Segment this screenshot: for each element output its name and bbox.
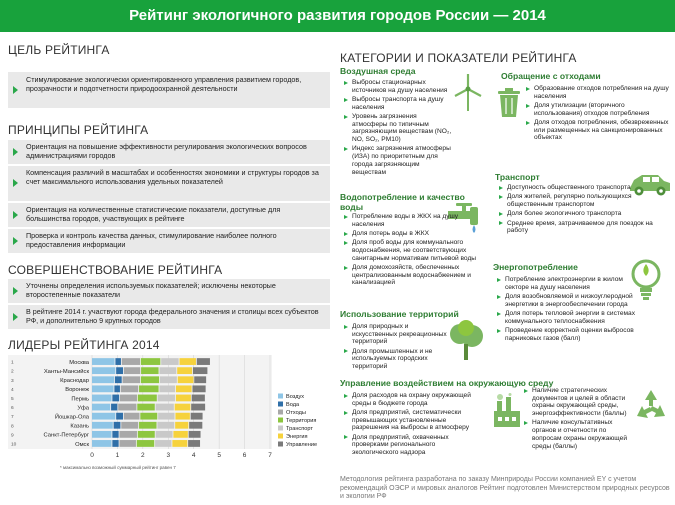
improvement-text: Уточнены определения используемых показателей; исключены некоторые второстепенные показатели	[26, 281, 276, 299]
rank-label: 10	[11, 442, 17, 448]
city-label: Санкт-Петербург	[43, 432, 89, 439]
bar-segment	[175, 413, 189, 420]
principles-heading: ПРИНЦИПЫ РЕЙТИНГА	[8, 123, 149, 137]
list-item: Доля жителей, регулярно пользующихся общественным транспортом	[499, 193, 669, 208]
page-title: Рейтинг экологичного развития городов России — 2014	[0, 0, 675, 32]
energy-category-title: Энергопотребление	[493, 262, 578, 272]
goal-text: Стимулирование экологически ориентированного управления развитием городов, прозрачности и подотчетности природоохранной деятельности	[26, 75, 302, 93]
x-tick-label: 1	[115, 452, 120, 459]
bar-segment	[192, 385, 205, 392]
arrow-icon	[13, 313, 18, 321]
rank-label: 6	[11, 406, 14, 412]
bar-segment	[159, 385, 175, 392]
bar-segment	[141, 376, 159, 383]
city-label: Уфа	[77, 405, 89, 412]
list-item: Доступность общественного транспорта	[499, 184, 669, 192]
bar-segment	[92, 404, 110, 411]
bar-segment	[193, 367, 207, 374]
list-item: Индекс загрязнения атмосферы (ИЗА) по приоритетным для города загрязняющим веществам	[344, 145, 454, 176]
principle-box-4	[8, 229, 330, 253]
waste-category-title: Обращение с отходами	[501, 71, 601, 81]
bar-segment	[115, 358, 121, 365]
bar-segment	[138, 431, 155, 438]
bar-segment	[192, 395, 205, 402]
goal-box	[8, 72, 330, 108]
x-tick-label: 7	[268, 452, 272, 459]
principle-text: Проверка и контроль качества данных, стимулирование наиболее полного предоставления информации	[26, 231, 277, 249]
list-item: Среднее время, затрачиваемое для поездок на работу	[499, 220, 669, 235]
rank-label: 5	[11, 396, 14, 402]
improvement-heading: СОВЕРШЕНСТВОВАНИЕ РЕЙТИНГА	[8, 263, 223, 277]
legend-swatch	[278, 442, 283, 447]
principle-box-1	[8, 140, 330, 164]
list-item: Доля домохозяйств, обеспеченных централизованным водоснабжением и канализацией	[344, 264, 492, 287]
principle-box-2	[8, 166, 330, 201]
transport-category-title: Транспорт	[495, 172, 540, 182]
principle-text: Ориентация на количественные статистические показатели, доступные для большинства городов, участвующих в рейтинге	[26, 205, 281, 223]
bar-segment	[119, 440, 135, 447]
list-item: Доля предприятий, систематически превышающих установленные разрешения на выбросы в атмосферу	[344, 409, 482, 432]
city-label: Йошкар-Ола	[54, 414, 89, 421]
x-tick-label: 5	[217, 452, 221, 459]
bar-segment	[161, 358, 179, 365]
bar-segment	[92, 376, 114, 383]
bar-segment	[160, 376, 177, 383]
rank-label: 9	[11, 433, 14, 439]
bar-segment	[111, 404, 117, 411]
bar-segment	[122, 358, 140, 365]
bar-segment	[159, 367, 176, 374]
city-label: Москва	[69, 359, 89, 366]
bar-segment	[124, 413, 140, 420]
factory-icon	[492, 393, 522, 434]
bar-segment	[156, 431, 173, 438]
bar-segment	[175, 422, 188, 429]
bar-segment	[92, 431, 112, 438]
legend-label: Отходы	[286, 410, 306, 416]
management-list-left	[344, 392, 482, 458]
bar-segment	[138, 395, 157, 402]
bar-segment	[120, 395, 137, 402]
bar-segment	[139, 422, 157, 429]
categories-heading: КАТЕГОРИИ И ПОКАЗАТЕЛИ РЕЙТИНГА	[340, 51, 577, 65]
list-item: Потребление воды в ЖКХ на душу населения	[344, 213, 492, 228]
rank-label: 8	[11, 424, 14, 430]
principle-box-3	[8, 203, 330, 227]
waste-list	[526, 85, 674, 144]
bar-segment	[115, 376, 122, 383]
bar-segment	[137, 404, 155, 411]
bar-segment	[191, 404, 205, 411]
city-label: Омск	[75, 441, 89, 448]
list-item: Наличие консультативных органов и отчетности по вопросам охраны окружающей среды (баллы)	[524, 419, 629, 450]
list-item: Доля расходов на охрану окружающей среды в бюджете города	[344, 392, 482, 407]
bar-segment	[92, 358, 115, 365]
city-label: Пермь	[71, 396, 89, 403]
bar-segment	[140, 413, 157, 420]
territory-category-title: Использование территорий	[340, 309, 459, 319]
bar-segment	[121, 422, 138, 429]
list-item: Доля потерь тепловой энергии в системах коммунального теплоснабжения	[497, 310, 635, 325]
legend-swatch	[278, 394, 283, 399]
arrow-icon	[13, 148, 18, 156]
legend-swatch	[278, 410, 283, 415]
x-tick-label: 3	[166, 452, 171, 459]
legend-label: Территория	[286, 418, 317, 424]
methodology-note: Методология рейтинга разработана по заказу Минприроды России компанией EY с учетом рекомендаций ОЭСР и мировых аналогов Рейтинг подготовлен Министерством природных ресурсов и экологии РФ	[340, 476, 670, 500]
x-tick-label: 2	[141, 452, 145, 459]
management-category-title: Управление воздействием на окружающую среду	[340, 378, 554, 388]
bar-segment	[177, 367, 192, 374]
chart-footnote: * максимально возможный суммарный рейтинг равен 7	[60, 465, 176, 470]
leaders-heading: ЛИДЕРЫ РЕЙТИНГА 2014	[8, 338, 160, 352]
x-tick-label: 0	[90, 452, 94, 459]
bar-segment	[119, 431, 137, 438]
bar-segment	[179, 358, 195, 365]
bar-segment	[194, 376, 206, 383]
legend-swatch	[278, 402, 283, 407]
arrow-icon	[13, 86, 18, 94]
city-label: Ханты-Мансийск	[43, 368, 89, 375]
list-item: Уровень загрязнения атмосферы по типичным загрязняющим веществам (NO₂, NO, SO₂, PM10)	[344, 113, 454, 144]
bar-segment	[114, 422, 121, 429]
bar-segment	[112, 431, 118, 438]
list-item: Доля промышленных и не используемых городских территорий	[344, 348, 450, 371]
bar-segment	[197, 358, 210, 365]
list-item: Доля предприятий, охваченных проверками регионального экологического надзора	[344, 434, 482, 457]
list-item: Потребление электроэнергии в жилом секторе на душу населения	[497, 276, 635, 291]
bar-segment	[92, 367, 115, 374]
bar-segment	[139, 385, 159, 392]
air-list	[344, 79, 454, 178]
bar-segment	[189, 422, 202, 429]
waste-bin-icon	[495, 86, 523, 123]
bar-segment	[172, 440, 187, 447]
improvement-box-2	[8, 305, 330, 329]
rank-label: 3	[11, 378, 14, 384]
list-item: Доля потерь воды в ЖКХ	[344, 230, 492, 238]
list-item: Доля более экологичного транспорта	[499, 210, 669, 218]
list-item: Доля возобновляемой и низкоуглеродной энергетики в энергообеспечении города	[497, 293, 635, 308]
legend-swatch	[278, 434, 283, 439]
bar-segment	[112, 440, 118, 447]
bar-segment	[116, 367, 123, 374]
rank-label: 4	[11, 387, 14, 393]
x-tick-label: 4	[191, 452, 196, 459]
arrow-icon	[13, 237, 18, 245]
legend-label: Транспорт	[286, 426, 313, 432]
rank-label: 7	[11, 415, 14, 421]
bar-segment	[123, 376, 141, 383]
x-tick-label: 6	[242, 452, 247, 459]
city-label: Краснодар	[60, 378, 89, 385]
arrow-icon	[13, 179, 18, 187]
bar-segment	[92, 422, 113, 429]
bar-segment	[189, 431, 201, 438]
arrow-icon	[13, 211, 18, 219]
bar-segment	[137, 440, 155, 447]
bar-segment	[92, 395, 112, 402]
list-item: Выбросы стационарных источников на душу населения	[344, 79, 454, 94]
bar-segment	[156, 404, 174, 411]
bar-segment	[188, 440, 200, 447]
bar-segment	[155, 440, 171, 447]
water-category-title: Водопотребление и качество воды	[340, 192, 465, 212]
legend-swatch	[278, 418, 283, 423]
principle-text: Ориентация на повышение эффективности регулирования экологических вопросов администрациями городов	[26, 142, 307, 160]
bar-segment	[92, 440, 112, 447]
list-item: Доля природных и искусственных рекреационных территорий	[344, 323, 450, 346]
bar-segment	[175, 404, 191, 411]
leaders-chart	[8, 353, 333, 465]
improvement-box-1	[8, 279, 330, 303]
legend-label: Вода	[286, 402, 300, 408]
territory-list	[344, 323, 450, 372]
list-item: Выбросы транспорта на душу населения	[344, 96, 454, 111]
bar-segment	[121, 385, 139, 392]
bar-segment	[112, 395, 119, 402]
wind-turbine-icon	[448, 71, 488, 116]
bar-segment	[158, 413, 174, 420]
city-label: Воронеж	[65, 387, 89, 394]
list-item: Наличие стратегических документов и целей в области охраны окружающей среды, энергоэффективности (баллы)	[524, 387, 629, 418]
legend-label: Энергия	[286, 434, 308, 440]
management-list-right	[524, 387, 629, 452]
bar-segment	[141, 367, 159, 374]
tree-icon	[446, 320, 486, 365]
city-label: Казань	[70, 423, 89, 430]
list-item: Образование отходов потребления на душу населения	[526, 85, 674, 100]
bar-segment	[176, 385, 192, 392]
transport-list	[499, 184, 669, 237]
bar-segment	[141, 358, 161, 365]
bar-segment	[157, 422, 174, 429]
bar-segment	[114, 385, 120, 392]
legend-label: Управление	[286, 442, 318, 448]
improvement-text: В рейтинге 2014 г. участвуют города федерального значения и столицы всех субъектов РФ, и дополнительно 9 крупных городов	[26, 307, 319, 325]
list-item: Доля проб воды для коммунального водоснабжения, не соответствующих санитарным нормативам питьевой воды	[344, 239, 492, 262]
bar-segment	[178, 376, 194, 383]
bar-segment	[116, 413, 123, 420]
bar-segment	[191, 413, 203, 420]
legend-swatch	[278, 426, 283, 431]
arrow-icon	[13, 287, 18, 295]
list-item: Доля отходов потребления, обезвреженных или размещенных на санкционированных объектах	[526, 119, 674, 142]
energy-list	[497, 276, 635, 344]
recycle-icon	[632, 386, 670, 429]
air-category-title: Воздушная среда	[340, 66, 416, 76]
goal-heading: ЦЕЛЬ РЕЙТИНГА	[8, 43, 110, 57]
principle-text: Компенсация различий в масштабах и особенностях экономики и структуры городов за счет максимального использования удельных показателей	[26, 168, 319, 186]
bar-segment	[173, 431, 187, 438]
bar-segment	[124, 367, 140, 374]
bar-segment	[92, 413, 115, 420]
bar-segment	[158, 395, 176, 402]
legend-label: Воздух	[286, 394, 305, 400]
bar-segment	[92, 385, 114, 392]
water-list	[344, 213, 492, 289]
bar-segment	[118, 404, 136, 411]
list-item: Доля утилизации (вторичного использования) отходов потребления	[526, 102, 674, 117]
bar-segment	[176, 395, 191, 402]
list-item: Проведение корректной оценки выбросов парниковых газов (балл)	[497, 327, 635, 342]
rank-label: 2	[11, 369, 14, 375]
rank-label: 1	[11, 360, 14, 366]
